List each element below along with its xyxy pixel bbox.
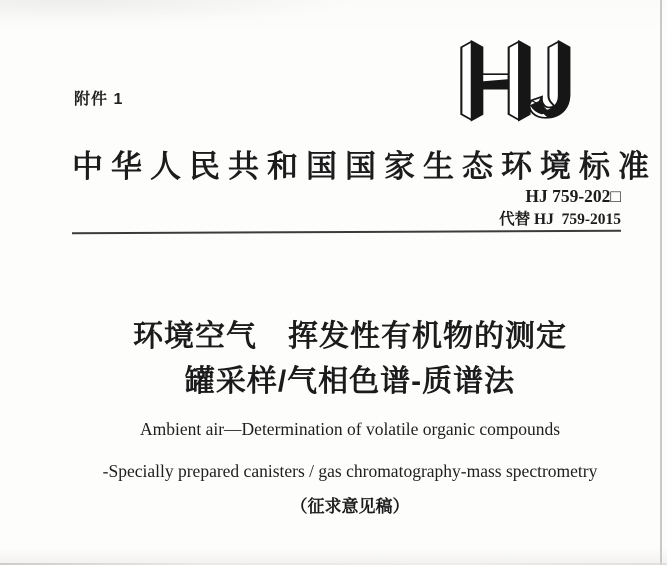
draft-note: （征求意见稿）: [290, 497, 410, 516]
attachment-label: 附件 1: [74, 91, 124, 108]
replaces-standard-number: 代替 HJ 759-2015: [499, 210, 621, 228]
title-cn-line1: 环境空气 挥发性有机物的测定: [133, 320, 567, 353]
scan-noise: [0, 0, 360, 26]
header-rule-divider: [72, 230, 621, 234]
hj-logo: [450, 32, 592, 128]
standard-heading: 中华人民共和国国家生态环境标准: [72, 149, 657, 184]
page-edge-line: [660, 0, 662, 565]
standard-number: HJ 759-202□: [525, 186, 621, 206]
title-en-line2: -Specially prepared canisters / gas chromatography-mass spectrometry: [102, 461, 598, 481]
title-cn-line2: 罐采样/气相色谱-质谱法: [184, 365, 516, 398]
standard-number-block: [499, 186, 621, 229]
title-en-line1: Ambient air—Determination of volatile organic compounds: [139, 419, 561, 439]
